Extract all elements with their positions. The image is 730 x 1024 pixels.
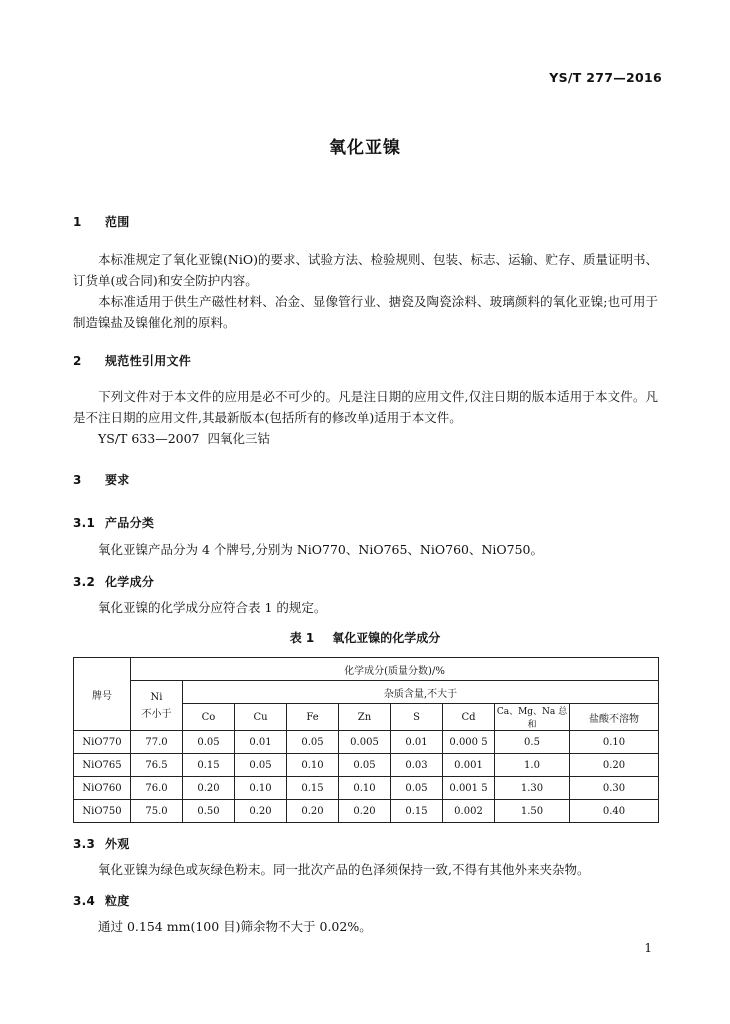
cell-cd: 0.002: [443, 800, 495, 823]
cell-ca-mg-na: 1.0: [495, 754, 570, 777]
cell-cd: 0.001 5: [443, 777, 495, 800]
section-1-heading: [73, 213, 130, 230]
cell-ni: 75.0: [131, 800, 183, 823]
page-number: 1: [644, 941, 652, 955]
header-impurity: 杂质含量,不大于: [183, 681, 659, 704]
section-2-paragraph: [73, 386, 658, 428]
cell-co: 0.50: [183, 800, 235, 823]
section-title: 粒度: [105, 894, 130, 908]
table-caption: [0, 629, 730, 646]
cell-co: 0.20: [183, 777, 235, 800]
section-title: 产品分类: [105, 516, 155, 530]
section-number: 2: [73, 354, 82, 368]
chemical-composition-table: [73, 657, 659, 823]
paragraph-text: 通过 0.154 mm(100 目)筛余物不大于 0.02%。: [98, 919, 372, 934]
cell-grade: NiO750: [74, 800, 131, 823]
header-grade: 牌号: [74, 658, 131, 731]
cell-hcl-insoluble: 0.40: [570, 800, 659, 823]
cell-hcl-insoluble: 0.10: [570, 731, 659, 754]
cell-zn: 0.005: [339, 731, 391, 754]
section-3-heading: [73, 471, 130, 488]
cell-s: 0.01: [391, 731, 443, 754]
table-title: 氧化亚镍的化学成分: [332, 631, 441, 645]
header-co: Co: [183, 704, 235, 731]
header-hcl-insoluble: 盐酸不溶物: [570, 704, 659, 731]
cell-co: 0.05: [183, 731, 235, 754]
section-3-3-text: [73, 859, 658, 880]
header-ca-mg-na: Ca、Mg、Na 总和: [495, 704, 570, 731]
header-zn: Zn: [339, 704, 391, 731]
cell-cu: 0.10: [235, 777, 287, 800]
header-cd: Cd: [443, 704, 495, 731]
section-title: 化学成分: [105, 575, 155, 589]
cell-cd: 0.000 5: [443, 731, 495, 754]
section-3-2-text: [73, 597, 658, 618]
section-1-paragraph-2: [73, 291, 658, 333]
paragraph-text: 本标准适用于供生产磁性材料、冶金、显像管行业、搪瓷及陶瓷涂料、玻璃颜料的氧化亚镍;也可用于制造镍盐及镍催化剂的原料。: [73, 294, 658, 330]
section-number: 3.2: [73, 575, 96, 589]
cell-grade: NiO765: [74, 754, 131, 777]
cell-zn: 0.20: [339, 800, 391, 823]
cell-ni: 76.5: [131, 754, 183, 777]
cell-fe: 0.05: [287, 731, 339, 754]
cell-cu: 0.20: [235, 800, 287, 823]
section-2-heading: [73, 352, 191, 369]
cell-hcl-insoluble: 0.20: [570, 754, 659, 777]
section-1-paragraph-1: [73, 249, 658, 291]
cell-fe: 0.10: [287, 754, 339, 777]
normative-reference: [73, 428, 658, 449]
cell-grade: NiO770: [74, 731, 131, 754]
cell-cd: 0.001: [443, 754, 495, 777]
cell-cu: 0.05: [235, 754, 287, 777]
section-title: 要求: [105, 473, 130, 487]
header-ni-element: Ni: [150, 691, 163, 703]
paragraph-text: 下列文件对于本文件的应用是必不可少的。凡是注日期的应用文件,仅注日期的版本适用于本文件。凡是不注日期的应用文件,其最新版本(包括所有的修改单)适用于本文件。: [73, 389, 658, 425]
cell-s: 0.03: [391, 754, 443, 777]
cell-s: 0.15: [391, 800, 443, 823]
header-fe: Fe: [287, 704, 339, 731]
section-number: 3.3: [73, 837, 96, 851]
cell-fe: 0.20: [287, 800, 339, 823]
paragraph-text: 氧化亚镍的化学成分应符合表 1 的规定。: [98, 600, 327, 615]
cell-co: 0.15: [183, 754, 235, 777]
cell-zn: 0.05: [339, 754, 391, 777]
section-number: 1: [73, 215, 82, 229]
table-row: [74, 754, 659, 777]
section-number: 3: [73, 473, 82, 487]
cell-ca-mg-na: 1.50: [495, 800, 570, 823]
table-row: [74, 800, 659, 823]
section-3-1-text: [73, 539, 658, 560]
cell-s: 0.05: [391, 777, 443, 800]
cell-cu: 0.01: [235, 731, 287, 754]
section-number: 3.1: [73, 516, 96, 530]
table-number: 表 1: [289, 631, 315, 645]
section-3-4-heading: [73, 892, 130, 909]
table-row: [74, 731, 659, 754]
cell-zn: 0.10: [339, 777, 391, 800]
header-cu: Cu: [235, 704, 287, 731]
cell-ni: 76.0: [131, 777, 183, 800]
cell-ca-mg-na: 1.30: [495, 777, 570, 800]
section-3-3-heading: [73, 835, 130, 852]
section-number: 3.4: [73, 894, 96, 908]
section-title: 范围: [105, 215, 130, 229]
header-ni: [131, 681, 183, 731]
section-title: 规范性引用文件: [105, 354, 192, 368]
header-ni-min: 不小于: [141, 708, 172, 720]
section-title: 外观: [105, 837, 130, 851]
section-3-4-text: [73, 916, 658, 937]
document-title: 氧化亚镍: [329, 138, 401, 158]
header-composition: 化学成分(质量分数)/%: [131, 658, 659, 681]
paragraph-text: 氧化亚镍产品分为 4 个牌号,分别为 NiO770、NiO765、NiO760、NiO750。: [98, 542, 544, 557]
paragraph-text: 氧化亚镍为绿色或灰绿色粉末。同一批次产品的色泽须保持一致,不得有其他外来夹杂物。: [98, 862, 590, 877]
section-3-2-heading: [73, 573, 154, 590]
header-s: S: [391, 704, 443, 731]
reference-text: YS/T 633—2007 四氧化三钴: [98, 431, 270, 446]
cell-hcl-insoluble: 0.30: [570, 777, 659, 800]
standard-number: YS/T 277—2016: [549, 70, 662, 85]
cell-grade: NiO760: [74, 777, 131, 800]
section-3-1-heading: [73, 514, 154, 531]
paragraph-text: 本标准规定了氧化亚镍(NiO)的要求、试验方法、检验规则、包装、标志、运输、贮存、质量证明书、订货单(或合同)和安全防护内容。: [73, 252, 658, 288]
cell-fe: 0.15: [287, 777, 339, 800]
table-row: [74, 777, 659, 800]
cell-ni: 77.0: [131, 731, 183, 754]
cell-ca-mg-na: 0.5: [495, 731, 570, 754]
